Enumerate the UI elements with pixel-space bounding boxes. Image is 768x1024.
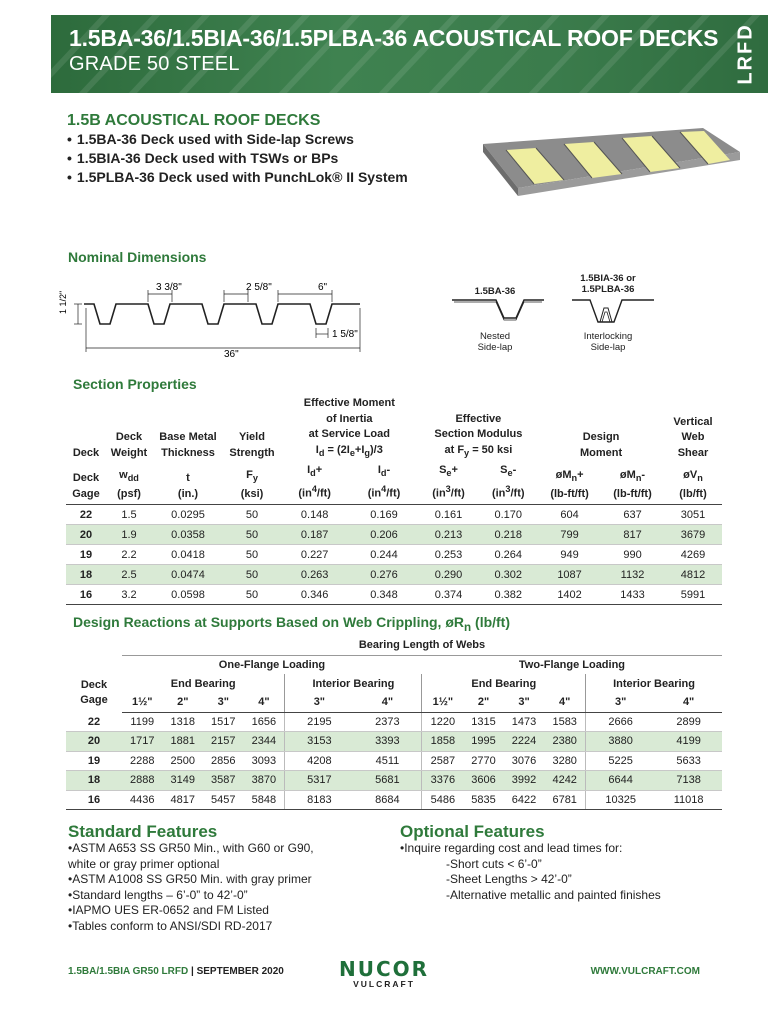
section-properties-title: Section Properties [73,376,197,392]
table-cell: 0.206 [349,525,418,545]
table-cell: 2888 [122,771,163,791]
table-cell: 2.2 [106,545,152,565]
table-cell: 1858 [422,732,463,752]
table-cell: 1.9 [106,525,152,545]
table-cell: 19 [66,751,122,771]
table-cell: 3376 [422,771,463,791]
table-cell: 1315 [463,712,504,732]
deck-gage-header [66,655,122,712]
nested-lap-title: 1.5BA-36 [474,286,516,297]
table-cell: 2288 [122,751,163,771]
col-units: $I_d+$ $(in^4/ft)$ [280,463,349,504]
nucor-logo [326,957,442,992]
dim-depth-label: 1 1/2" [58,290,68,314]
table-cell: 0.244 [349,545,418,565]
col-units: $øV_n$ (lb/ft) [664,463,722,504]
table-cell: 1881 [163,732,204,752]
table-cell: 0.0295 [152,505,224,525]
table-cell: 5317 [285,771,354,791]
table-cell: 16 [66,585,106,605]
table-cell: 0.0474 [152,565,224,585]
table-cell: 2344 [244,732,285,752]
col-header: Effective Moment of Inertia at Service Load $I_d = (2I_e+I_g)/3$ [303,397,395,458]
interior-bearing-header: Interior Bearing [586,674,722,693]
bearing-length-header: 3" [203,693,244,712]
col-header [66,636,122,655]
table-cell: 3880 [586,732,656,752]
deck-profile-dimension-drawing [58,268,394,360]
bearing-length-header: 2" [463,693,504,712]
table-cell: 0.253 [419,545,479,565]
design-reactions-table [66,636,722,810]
table-cell: 2380 [544,732,585,752]
table-cell: 0.290 [419,565,479,585]
interior-bearing-header: Interior Bearing [285,674,422,693]
table-row [66,712,722,732]
table-cell: 3051 [664,505,722,525]
col-units: $w_{dd}$ (psf) [106,463,152,504]
table-cell: 18 [66,565,106,585]
table-cell: 4436 [122,790,163,810]
table-cell: 0.148 [280,505,349,525]
one-flange-header: One-Flange Loading [218,658,326,671]
two-flange-header: Two-Flange Loading [518,658,626,671]
table-row [66,771,722,791]
interlocking-lap-title-line: 1.5PLBA-36 [581,284,635,295]
table-cell: 799 [538,525,601,545]
table-cell: 0.346 [280,585,349,605]
table-cell: 5486 [422,790,463,810]
footer-url-link[interactable]: WWW.VULCRAFT.COM [590,966,700,977]
table-cell: 1995 [463,732,504,752]
table-cell: 5225 [586,751,656,771]
table-cell: 0.161 [419,505,479,525]
col-units: $I_d-$ $(in^4/ft)$ [349,463,418,504]
table-cell: 8684 [353,790,422,810]
table-cell: 2.5 [106,565,152,585]
page-title: 1.5BA-36/1.5BIA-36/1.5PLBA-36 ACOUSTICAL ROOF DECKS [69,25,719,51]
table-cell: 2195 [285,712,354,732]
table-cell: 1473 [504,712,545,732]
table-cell: 1.5 [106,505,152,525]
bearing-length-header: Bearing Length of Webs [122,636,722,655]
table-row [66,505,722,525]
col-units: Deck Gage [66,463,106,504]
table-cell: 18 [66,771,122,791]
table-cell: 3679 [664,525,722,545]
table-cell: 990 [601,545,664,565]
table-cell: 0.382 [478,585,538,605]
optional-features-title: Optional Features [400,822,545,841]
table-cell: 604 [538,505,601,525]
dim-top-flat-label: 3 3/8" [156,282,182,293]
header-banner [51,15,768,93]
interlocking-lap-caption-line: Interlocking [583,331,633,342]
table-cell: 0.169 [349,505,418,525]
table-cell: 0.276 [349,565,418,585]
table-cell: 50 [224,525,280,545]
feature-item: • IAPMO UES ER-0652 and FM Listed [68,903,388,919]
interlocking-lap-caption [566,331,650,353]
table-row [66,565,722,585]
col-units: $øM_n-$ (lb-ft/ft) [601,463,664,504]
col-units: $S_e+$ $(in^3/ft)$ [419,463,479,504]
interlocking-lap-title [566,273,650,295]
col-header: Design Moment [579,431,623,459]
col-units: $øM_n+$ (lb-ft/ft) [538,463,601,504]
table-cell: 19 [66,545,106,565]
table-cell: 0.302 [478,565,538,585]
table-cell: 1402 [538,585,601,605]
table-cell: 0.374 [419,585,479,605]
bearing-length-header: 4" [353,693,422,712]
table-cell: 50 [224,545,280,565]
bearing-length-header: 1½" [422,693,463,712]
table-cell: 5633 [655,751,722,771]
section-properties-body [66,505,722,605]
dim-pitch-label: 6" [318,282,328,293]
table-row [66,790,722,810]
interlocking-lap-title-line: 1.5BIA-36 or [580,273,636,284]
table-cell: 0.348 [349,585,418,605]
footer-doc-name: 1.5BA/1.5BIA GR50 LRFD [68,966,189,977]
table-cell: 1656 [244,712,285,732]
table-cell: 4511 [353,751,422,771]
design-reactions-title-text: Design Reactions at Supports Based on Web Crippling, øR [73,614,465,630]
col-header: Yield Strength [229,431,275,459]
table-cell: 949 [538,545,601,565]
table-cell: 1717 [122,732,163,752]
table-cell: 4817 [163,790,204,810]
table-cell: 3393 [353,732,422,752]
bearing-length-header: 2" [163,693,204,712]
table-cell: 0.0418 [152,545,224,565]
table-cell: 0.187 [280,525,349,545]
table-cell: 3076 [504,751,545,771]
table-cell: 3.2 [106,585,152,605]
standard-features-title: Standard Features [68,822,218,841]
table-cell: 2500 [163,751,204,771]
table-cell: 4269 [664,545,722,565]
intro-bullets [67,130,408,187]
table-cell: 1199 [122,712,163,732]
table-cell: 0.0598 [152,585,224,605]
table-cell: 6422 [504,790,545,810]
design-reactions-title-units: (lb/ft) [471,614,511,630]
table-cell: 5681 [353,771,422,791]
table-cell: 20 [66,525,106,545]
nested-lap-caption-line: Side-lap [477,342,513,353]
table-row [66,751,722,771]
feature-item: -Alternative metallic and painted finishes [446,887,661,902]
table-cell: 3149 [163,771,204,791]
dim-rib-opening-label: 2 5/8" [246,282,272,293]
table-cell: 8183 [285,790,354,810]
table-cell: 3606 [463,771,504,791]
table-cell: 2899 [655,712,722,732]
deck-gage-header-line: Deck [80,679,108,691]
logo-sub: VULCRAFT [353,979,415,989]
feature-item: • ASTM A1008 SS GR50 Min. with gray primer [68,872,388,888]
col-header: Effective Section Modulus at $F_y = 50$ ksi [434,412,523,458]
table-cell: 1087 [538,565,601,585]
table-cell: 7138 [655,771,722,791]
standard-features-list [68,841,388,934]
intro-bullet: • 1.5PLBA-36 Deck used with PunchLok® II System [67,168,408,187]
table-row [66,525,722,545]
table-cell: 1318 [163,712,204,732]
table-cell: 1583 [544,712,585,732]
table-cell: 3992 [504,771,545,791]
table-cell: 817 [601,525,664,545]
feature-item: -Short cuts < 6’-0” [446,856,542,871]
table-cell: 6644 [586,771,656,791]
bearing-length-header: 4" [655,693,722,712]
table-cell: 10325 [586,790,656,810]
col-units: $S_e-$ $(in^3/ft)$ [478,463,538,504]
table-cell: 16 [66,790,122,810]
table-cell: 11018 [655,790,722,810]
table-cell: 2666 [586,712,656,732]
nested-lap-caption [460,331,530,353]
table-cell: 20 [66,732,122,752]
table-row [66,545,722,565]
col-header: Base Metal Thickness [159,431,217,459]
table-cell: 0.170 [478,505,538,525]
bearing-length-header: 3" [504,693,545,712]
bearing-length-header: 4" [244,693,285,712]
table-cell: 637 [601,505,664,525]
table-cell: 4812 [664,565,722,585]
feature-item: • Inquire regarding cost and lead times for: [400,841,720,857]
intro-title: 1.5B ACOUSTICAL ROOF DECKS [67,112,321,129]
table-cell: 1433 [601,585,664,605]
table-cell: 50 [224,505,280,525]
table-cell: 5848 [244,790,285,810]
table-cell: 3153 [285,732,354,752]
section-properties-table [66,396,722,605]
bearing-length-header: 1½" [122,693,163,712]
design-reactions-title-sub: n [464,620,472,634]
table-cell: 0.0358 [152,525,224,545]
table-cell: 0.227 [280,545,349,565]
table-cell: 2770 [463,751,504,771]
bearing-length-header: 4" [544,693,585,712]
table-cell: 2587 [422,751,463,771]
table-cell: 50 [224,585,280,605]
table-cell: 2373 [353,712,422,732]
interlocking-lap-caption-line: Side-lap [590,342,626,353]
design-reactions-title [73,614,510,634]
bearing-length-header: 3" [586,693,656,712]
col-units: t (in.) [152,463,224,504]
design-reactions-body [66,712,722,810]
table-cell: 2224 [504,732,545,752]
col-header: Deck Weight [110,431,148,459]
table-cell: 50 [224,565,280,585]
table-cell: 5835 [463,790,504,810]
bearing-lengths-row [66,693,722,712]
footer-date: | SEPTEMBER 2020 [188,966,284,977]
table-cell: 2856 [203,751,244,771]
feature-item: • Standard lengths – 6’-0” to 42’-0” [68,888,388,904]
table-cell: 2157 [203,732,244,752]
col-header: Deck [72,446,100,459]
col-header: Vertical Web Shear [673,415,713,459]
table-cell: 6781 [544,790,585,810]
table-cell: 3870 [244,771,285,791]
intro-bullet: • 1.5BIA-36 Deck used with TSWs or BPs [67,149,408,168]
table-cell: 3587 [203,771,244,791]
table-cell: 5991 [664,585,722,605]
feature-item: • ASTM A653 SS GR50 Min., with G60 or G90, [68,841,388,857]
side-tab-label: LRFD [734,23,757,85]
table-cell: 0.264 [478,545,538,565]
table-cell: 0.263 [280,565,349,585]
table-row [66,732,722,752]
table-cell: 0.218 [478,525,538,545]
table-cell: 3093 [244,751,285,771]
col-units: $F_y$ (ksi) [224,463,280,504]
nested-lap-caption-line: Nested [479,331,511,342]
table-cell: 4208 [285,751,354,771]
feature-item: white or gray primer optional [68,856,220,871]
table-cell: 5457 [203,790,244,810]
table-cell: 1517 [203,712,244,732]
optional-features-list [400,841,720,903]
nominal-dimensions-title: Nominal Dimensions [68,249,207,265]
dim-bottom-flat-label: 1 5/8" [332,329,358,340]
table-cell: 22 [66,505,106,525]
table-cell: 4242 [544,771,585,791]
end-bearing-header: End Bearing [422,674,586,693]
side-tab [724,15,768,93]
deck-gage-header-line: Gage [80,694,108,706]
table-cell: 4199 [655,732,722,752]
end-bearing-header: End Bearing [170,677,236,690]
intro-bullet: • 1.5BA-36 Deck used with Side-lap Screws [67,130,408,149]
feature-item: -Sheet Lengths > 42’-0” [446,872,572,886]
bearing-length-header: 3" [285,693,354,712]
logo-brand: NUCOR [338,957,430,981]
deck-illustration [478,124,748,224]
table-cell: 1220 [422,712,463,732]
footer-doc-id [68,966,284,977]
table-cell: 3280 [544,751,585,771]
table-cell: 1132 [601,565,664,585]
dim-width-label: 36" [224,349,239,360]
table-cell: 22 [66,712,122,732]
table-cell: 0.213 [419,525,479,545]
table-row [66,585,722,605]
page-subtitle: GRADE 50 STEEL [69,53,240,75]
feature-item: • Tables conform to ANSI/SDI RD-2017 [68,919,388,935]
